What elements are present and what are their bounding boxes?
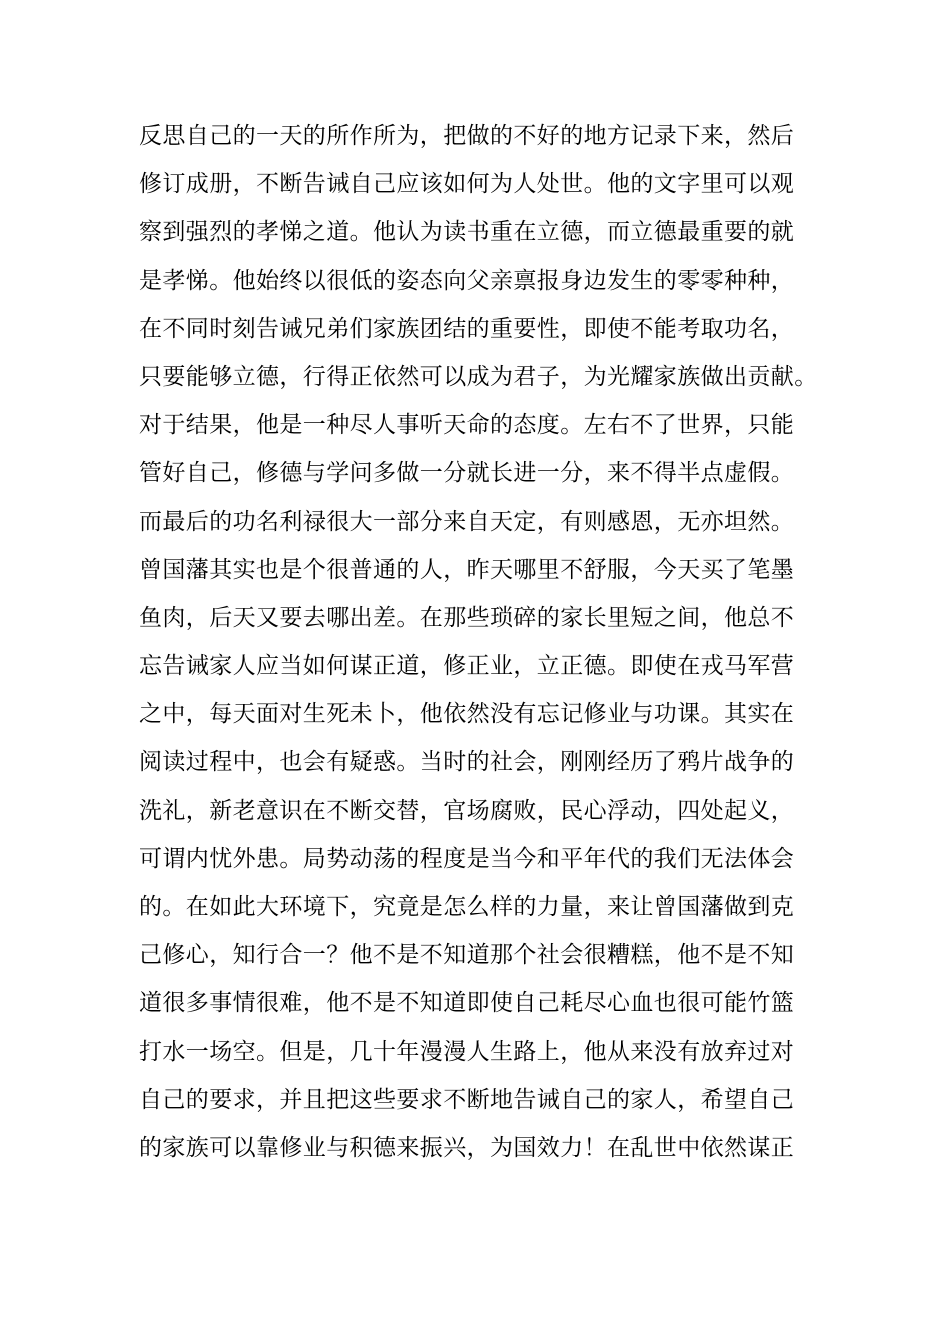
- text-line-22: 的家族可以靠修业与积德来振兴，为国效力！在乱世中依然谋正: [139, 1134, 795, 1161]
- text-line-12: 忘告诫家人应当如何谋正道，修正业，立正德。即使在戎马军营: [139, 653, 795, 680]
- text-line-3: 察到强烈的孝悌之道。他认为读书重在立德，而立德最重要的就: [139, 219, 795, 246]
- text-line-2: 修订成册，不断告诫自己应该如何为人处世。他的文字里可以观: [139, 171, 795, 198]
- text-line-20: 打水一场空。但是，几十年漫漫人生路上，他从来没有放弃过对: [139, 1038, 795, 1065]
- text-line-19: 道很多事情很难，他不是不知道即使自己耗尽心血也很可能竹篮: [139, 990, 795, 1017]
- text-line-4: 是孝悌。他始终以很低的姿态向父亲禀报身边发生的零零种种，: [139, 267, 795, 294]
- text-line-13: 之中，每天面对生死未卜，他依然没有忘记修业与功课。其实在: [139, 701, 795, 728]
- text-line-7: 对于结果，他是一种尽人事听天命的态度。左右不了世界，只能: [139, 412, 795, 439]
- text-line-18: 己修心，知行合一？他不是不知道那个社会很糟糕，他不是不知: [139, 942, 795, 969]
- text-line-16: 可谓内忧外患。局势动荡的程度是当今和平年代的我们无法体会: [139, 845, 795, 872]
- text-line-14: 阅读过程中，也会有疑惑。当时的社会，刚刚经历了鸦片战争的: [139, 749, 795, 776]
- body-text: [139, 112, 839, 1172]
- text-line-15: 洗礼，新老意识在不断交替，官场腐败，民心浮动，四处起义，: [139, 797, 795, 824]
- text-line-6: 只要能够立德，行得正依然可以成为君子，为光耀家族做出贡献。: [139, 363, 818, 390]
- text-line-10: 曾国藩其实也是个很普通的人，昨天哪里不舒服，今天买了笔墨: [139, 556, 795, 583]
- text-line-8: 管好自己，修德与学问多做一分就长进一分，来不得半点虚假。: [139, 460, 795, 487]
- text-line-21: 自己的要求，并且把这些要求不断地告诫自己的家人，希望自己: [139, 1086, 795, 1113]
- text-line-5: 在不同时刻告诫兄弟们家族团结的重要性，即使不能考取功名，: [139, 315, 795, 342]
- text-line-17: 的。在如此大环境下，究竟是怎么样的力量，来让曾国藩做到克: [139, 894, 795, 920]
- text-line-11: 鱼肉，后天又要去哪出差。在那些琐碎的家长里短之间，他总不: [139, 604, 795, 631]
- text-line-9: 而最后的功名利禄很大一部分来自天定，有则感恩，无亦坦然。: [139, 508, 795, 535]
- text-line-1: 反思自己的一天的所作所为，把做的不好的地方记录下来，然后: [139, 123, 795, 149]
